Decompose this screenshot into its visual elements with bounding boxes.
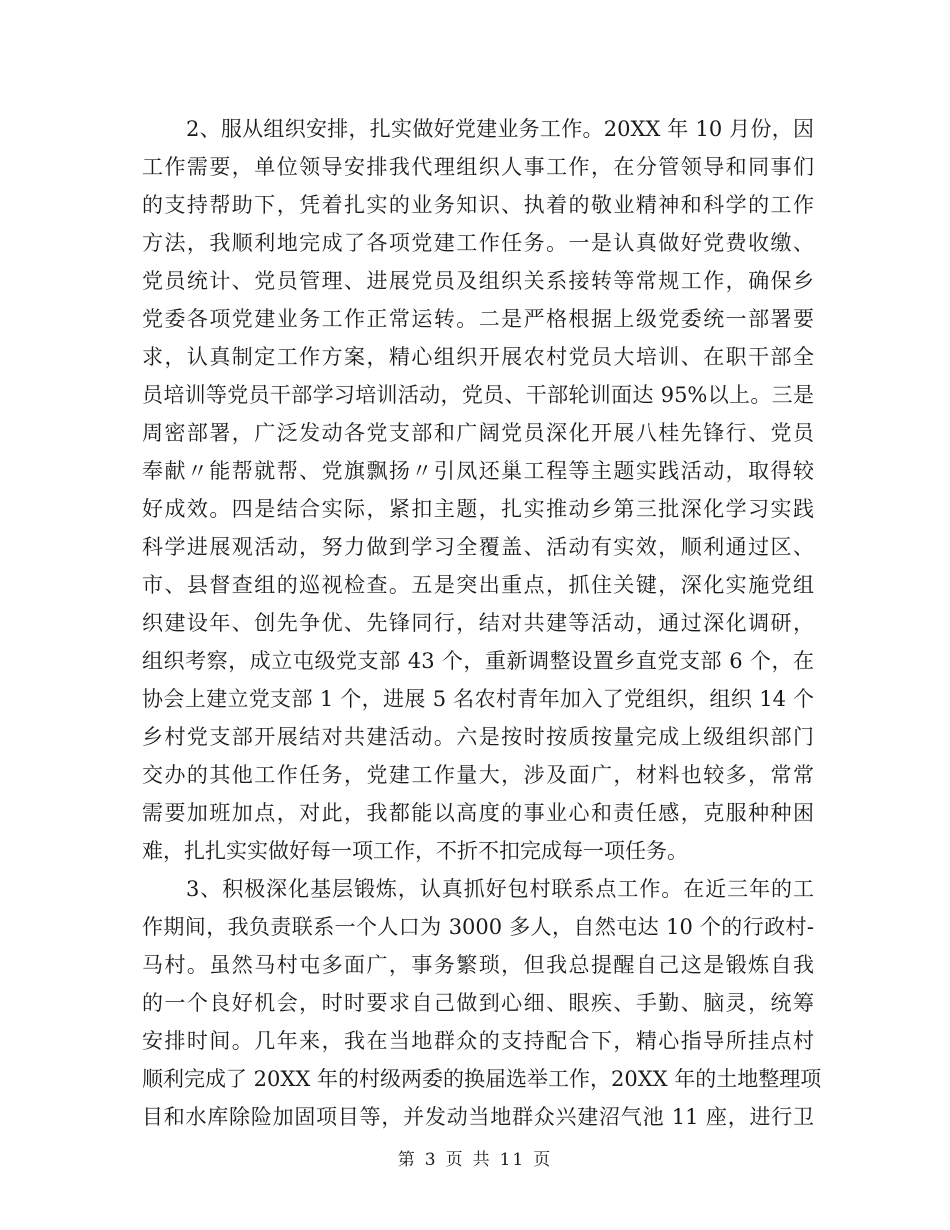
paragraph-2-line: 求，认真制定工作方案，精心组织开展农村党员大培训、在职干部全 xyxy=(142,345,814,369)
paragraph-2-line: 的支持帮助下，凭着扎实的业务知识、执着的敬业精神和科学的工作 xyxy=(142,193,814,217)
paragraph-2-line: 交办的其他工作任务，党建工作量大，涉及面广，材料也较多，常常 xyxy=(142,763,814,787)
paragraph-2-line: 工作需要，单位领导安排我代理组织人事工作，在分管领导和同事们 xyxy=(142,155,814,179)
paragraph-3-line: 3、积极深化基层锻炼，认真抓好包村联系点工作。在近三年的工 xyxy=(186,877,814,901)
footer-total-pages: 11 xyxy=(499,1150,526,1170)
paragraph-2-line: 组织考察，成立屯级党支部 43 个，重新调整设置乡直党支部 6 个，在 xyxy=(142,649,814,673)
paragraph-2-line: 员培训等党员干部学习培训活动，党员、干部轮训面达 95%以上。三是 xyxy=(142,383,814,407)
paragraph-2-line: 2、服从组织安排，扎实做好党建业务工作。20XX 年 10 月份，因 xyxy=(186,117,814,141)
paragraph-2-line: 方法，我顺利地完成了各项党建工作任务。一是认真做好党费收缴、 xyxy=(142,231,814,255)
footer-prefix: 第 xyxy=(397,1150,417,1170)
paragraph-2-line: 乡村党支部开展结对共建活动。六是按时按质按量完成上级组织部门 xyxy=(142,725,814,749)
paragraph-2-line: 党委各项党建业务工作正常运转。二是严格根据上级党委统一部署要 xyxy=(142,307,814,331)
page-footer xyxy=(0,1145,950,1170)
paragraph-3-line: 作期间，我负责联系一个人口为 3000 多人，自然屯达 10 个的行政村- xyxy=(142,915,814,939)
paragraph-2-line: 织建设年、创先争优、先锋同行，结对共建等活动，通过深化调研， xyxy=(142,611,814,635)
paragraph-2-line: 需要加班加点，对此，我都能以高度的事业心和责任感，克服种种困 xyxy=(142,801,814,825)
paragraph-2-line: 周密部署，广泛发动各党支部和广阔党员深化开展八桂先锋行、党员 xyxy=(142,421,814,445)
paragraph-2-line: 好成效。四是结合实际，紧扣主题，扎实推动乡第三批深化学习实践 xyxy=(142,497,814,521)
paragraph-3-line: 目和水库除险加固项目等，并发动当地群众兴建沼气池 11 座，进行卫 xyxy=(142,1105,814,1129)
footer-suffix: 页 xyxy=(533,1150,553,1170)
body-text xyxy=(142,110,822,1136)
paragraph-2-line: 党员统计、党员管理、进展党员及组织关系接转等常规工作，确保乡 xyxy=(142,269,814,293)
paragraph-2-line: 难，扎扎实实做好每一项工作，不折不扣完成每一项任务。 xyxy=(142,839,688,863)
paragraph-2-line: 市、县督查组的巡视检查。五是突出重点，抓住关键，深化实施党组 xyxy=(142,573,814,597)
paragraph-2-line: 科学进展观活动，努力做到学习全覆盖、活动有实效，顺利通过区、 xyxy=(142,535,814,559)
paragraph-3-line: 顺利完成了 20XX 年的村级两委的换届选举工作，20XX 年的土地整理项 xyxy=(142,1067,822,1091)
footer-total-word: 共 xyxy=(472,1150,492,1170)
paragraph-3-line: 马村。虽然马村屯多面广，事务繁琐，但我总提醒自己这是锻炼自我 xyxy=(142,953,814,977)
paragraph-3-line: 的一个良好机会，时时要求自己做到心细、眼疾、手勤、脑灵，统筹 xyxy=(142,991,814,1015)
footer-current-page: 3 xyxy=(424,1150,438,1170)
paragraph-3-line: 安排时间。几年来，我在当地群众的支持配合下，精心指导所挂点村 xyxy=(142,1029,814,1053)
paragraph-2-line: 奉献〃能帮就帮、党旗飘扬〃引凤还巢工程等主题实践活动，取得较 xyxy=(142,459,814,483)
paragraph-2-line: 协会上建立党支部 1 个，进展 5 名农村青年加入了党组织，组织 14 个 xyxy=(142,687,814,711)
footer-page-word: 页 xyxy=(445,1150,465,1170)
